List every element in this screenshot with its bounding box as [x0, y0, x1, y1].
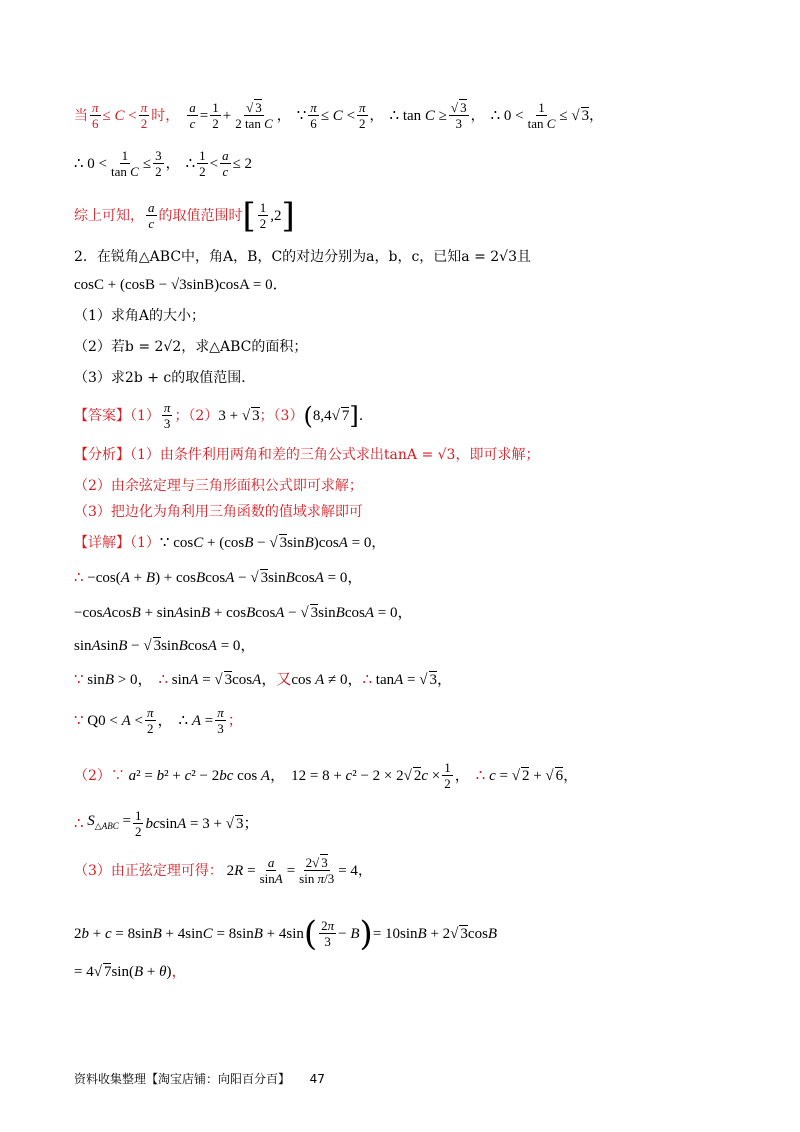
- answer-line: 【答案】（1） $\frac{\pi}{3}$ ；（2） 3 + √ 3 ；（3） ( 8,4√ 7 ] .: [74, 400, 364, 431]
- page-number: 47: [309, 1072, 325, 1086]
- detail-line-2: ∴ −cos(A + B) + cosBcosA − √ 3sinBcosA = 0，: [74, 570, 363, 586]
- detail-line-5: ∵ sinB > 0， ∴ sinA = √ 3cosA， 又 cos A ≠ 0， ∴ tanA = √ 3，: [74, 672, 453, 688]
- detail-line-9: （3）由正弦定理可得： 2R = $\frac{a}{\sin A}$ = $\frac{2√ 3}{\text{sin π/3}}$ = 4 ，: [74, 855, 372, 886]
- analysis-line-1: 【分析】（1）由条件利用两角和差的三角公式求出tanA = √3，即可求解；: [74, 447, 540, 463]
- solution-line-1: 当 $\frac{\pi}{6}$ ≤ C < $\frac{\pi}{2}$ 时， $\frac{a}{c}$ = $\frac{1}{2}$ + $\frac{√ 3}{\text{2 tan C}}$ ， ∵ $\frac{\pi}{6}$ ≤ C < $\frac{\pi}{2}$ ， ∴ tan C ≥ $\frac{√ 3}{3}$ ， ∴ 0 < $\frac{1}{\text{tan C}}$ ≤ √ 3 ，: [74, 100, 604, 131]
- detail-line-7: （2）∵ a² = b² + c² − 2bc cos A， 12 = 8 + c² − 2 × 2√ 2c × $\frac{1}{2}$ ， ∴ c = √ 2 + √ 6，: [74, 760, 579, 791]
- problem-condition: cosC + (cosB − √3sinB)cosA = 0．: [74, 277, 288, 293]
- page-footer: [74, 1070, 325, 1087]
- analysis-line-2: （2）由余弦定理与三角形面积公式即可求解；: [74, 478, 363, 494]
- detail-line-4: sinAsinB − √ 3sinBcosA = 0，: [74, 638, 256, 654]
- detail-line-10: 2b + c = 8sinB + 4sinC = 8sinB + 4sin ( $\frac{2\pi}{3}$ − B ) = 10sinB + 2√ 3cosB: [74, 913, 498, 954]
- conclusion-line: 综上可知， $\frac{a}{c}$ 的取值范围时 [ $\frac{1}{2}$ ,2 ]: [74, 195, 295, 236]
- detail-line-11: = 4√ 7sin(B + θ) ，: [74, 964, 187, 980]
- analysis-line-3: （3）把边化为角利用三角函数的值域求解即可: [74, 504, 363, 520]
- question-2: （2）若b = 2√2，求△ABC的面积；: [74, 339, 308, 355]
- question-3: （3）求2b + c的取值范围．: [74, 370, 256, 386]
- solution-line-2: ∴ 0 < $\frac{1}{\text{tan C}}$ ≤ $\frac{3}{2}$ ， ∴ $\frac{1}{2}$ < $\frac{a}{c}$ ≤ 2: [74, 148, 253, 179]
- footer-text: 资料收集整理【淘宝店铺：向阳百分百】: [74, 1072, 291, 1086]
- problem-statement: 2．在锐角△ABC中，角A，B，C的对边分别为a，b，c，已知a = 2√3且: [74, 249, 532, 265]
- detail-line-1: 【详解】（1） ∵ cosC + (cosB − √ 3sinB)cosA = 0 ，: [74, 535, 386, 551]
- detail-line-6: ∵ Q0 < A < $\frac{\pi}{2}$ ， ∴ A = $\frac{\pi}{3}$ ；: [74, 705, 243, 736]
- question-1: （1）求角A的大小；: [74, 308, 206, 324]
- detail-line-3: −cosAcosB + sinAsinB + cosBcosA − √ 3sinBcosA = 0，: [74, 605, 413, 621]
- detail-line-8: ∴ $S_{\triangle ABC}$ = $\frac{1}{2}$ bcsinA = 3 + √ 3；: [74, 808, 259, 839]
